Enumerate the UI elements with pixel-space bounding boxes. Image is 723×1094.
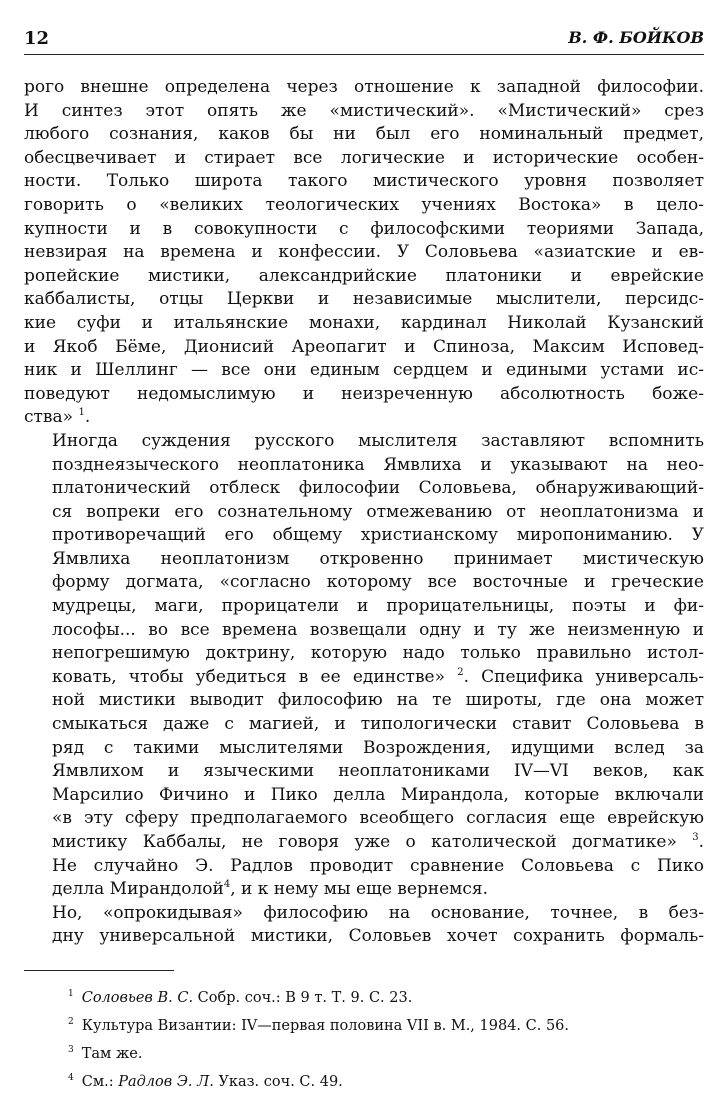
footnote-ref: 2 [457, 666, 464, 678]
footnote [68, 1010, 704, 1038]
footnote-text: Указ. соч. С. 49. [213, 1074, 343, 1090]
text-line: делла Мирандолой$^4$, и к нему мы еще вернемся. [52, 879, 489, 900]
text-line: Ямвлихом и языческими неоплатониками IV—VI веков, как [52, 761, 704, 782]
text-line: купности и в совокупности с философскими теориями Запада, [24, 218, 704, 239]
text-line: Не случайно Э. Радлов проводит сравнение Соловьева с Пико [52, 855, 704, 876]
text-line: ряд с такими мыслителями Возрождения, идущими вслед за [52, 737, 704, 758]
footnote-number: 3 [68, 1045, 74, 1055]
footnote-number: 2 [68, 1017, 74, 1027]
footnote-number: 1 [68, 989, 74, 999]
footnote-ref: 3 [692, 832, 699, 843]
text-line: и Якоб Бёме, Дионисий Ареопагит и Спиноза, Максим Исповед- [24, 336, 704, 357]
footnote-divider [24, 970, 174, 971]
text-line: И синтез этот опять же «мистический». «Мистический» срез [24, 100, 704, 121]
text-run: . [698, 832, 705, 852]
text-line: ропейские мистики, александрийские платоники и еврейские [24, 265, 704, 286]
text-line: каббалисты, отцы Церкви и независимые мыслители, персидс- [24, 289, 704, 310]
text-line: противоречащий его общему христианскому миропониманию. У [52, 525, 704, 546]
paragraph-3 [24, 902, 704, 949]
page-header [24, 26, 704, 55]
text-line: Иногда суждения русского мыслителя заставляют вспомнить [52, 430, 704, 451]
footnote-author: Соловьев В. С. [81, 990, 194, 1006]
footnotes [68, 982, 704, 1094]
text-line: ся вопреки его сознательному отмежеванию от неоплатонизма и [52, 501, 704, 522]
text-line: поведуют недомыслимую и неизреченную абсолютность боже- [24, 383, 704, 404]
footnote [68, 982, 704, 1010]
running-head: В. Ф. БОЙКОВ [568, 28, 704, 47]
text-line: форму догмата, «согласно которому все восточные и греческие [52, 572, 704, 593]
text-line: Ямвлиха неоплатонизм откровенно принимает мистическую [52, 548, 704, 569]
paragraph-1 [24, 76, 704, 430]
body-text [24, 76, 704, 949]
text-line: ник и Шеллинг — все они единым сердцем и едиными устами ис- [24, 360, 704, 381]
text-line: дну универсальной мистики, Соловьев хочет сохранить формаль- [52, 926, 704, 947]
footnote-ref: 1 [78, 407, 85, 419]
text-line: непогрешимую доктрину, которую надо только правильно истол- [52, 643, 704, 664]
footnote-text: Культура Византии: IV—первая половина VII в. М., 1984. С. 56. [81, 1018, 570, 1034]
text-line: лософы... во все времена возвещали одну и ту же неизменную и [52, 619, 704, 640]
footnote-text: Собр. соч.: В 9 т. Т. 9. С. 23. [193, 990, 413, 1006]
text-line: смыкаться даже с магией, и типологически ставит Соловьева в [52, 714, 704, 735]
text-line: кие суфи и итальянские монахи, кардинал Николай Кузанский [24, 312, 704, 333]
text-line: Но, «опрокидывая» философию на основание, точнее, в без- [52, 902, 704, 923]
footnote-prefix: См.: [81, 1074, 119, 1090]
text-line: мистику Каббалы, не говоря уже о католической догматике» $^3$. [52, 832, 705, 852]
text-line: обесцвечивает и стирает все логические и исторические особен- [24, 147, 704, 168]
text-line: ства» $^1$. [24, 407, 91, 428]
footnote-ref: 4 [223, 879, 231, 891]
text-line: Марсилио Фичино и Пико делла Мирандола, которые включали [52, 784, 704, 805]
paragraph-2 [24, 430, 704, 902]
text-line: рого внешне определена через отношение к западной философии. [24, 77, 704, 97]
footnote-text: Там же. [81, 1046, 143, 1062]
text-run: . Специфика универсаль- [463, 666, 705, 687]
text-line: невзирая на времена и конфессии. У Соловьева «азиатские и ев- [24, 242, 704, 263]
text-line: говорить о «великих теологических учениях Востока» в цело- [24, 194, 704, 215]
text-line: ковать, чтобы убедиться в ее единстве» $^2$. Специфика универсаль- [52, 666, 705, 687]
text-line: ности. Только широта такого мистического уровня позволяет [24, 171, 704, 192]
footnote [68, 1038, 704, 1066]
page-number: 12 [24, 28, 50, 49]
text-line: мудрецы, маги, прорицатели и прорицательницы, поэты и фи- [52, 596, 704, 617]
text-line: любого сознания, каков бы ни был его номинальный предмет, [24, 124, 704, 145]
footnote [68, 1066, 704, 1094]
footnote-author: Радлов Э. Л. [118, 1074, 214, 1090]
text-line: позднеязыческого неоплатоника Ямвлиха и указывают на нео- [52, 454, 704, 475]
text-line: ной мистики выводит философию на те широты, где она может [52, 690, 704, 711]
text-run: , и к нему мы еще вернемся. [230, 879, 489, 900]
footnote-number: 4 [68, 1073, 74, 1083]
text-line: «в эту сферу предполагаемого всеобщего согласия еще еврейскую [52, 808, 704, 829]
text-line: платонический отблеск философии Соловьева, обнаруживающий- [52, 478, 704, 499]
